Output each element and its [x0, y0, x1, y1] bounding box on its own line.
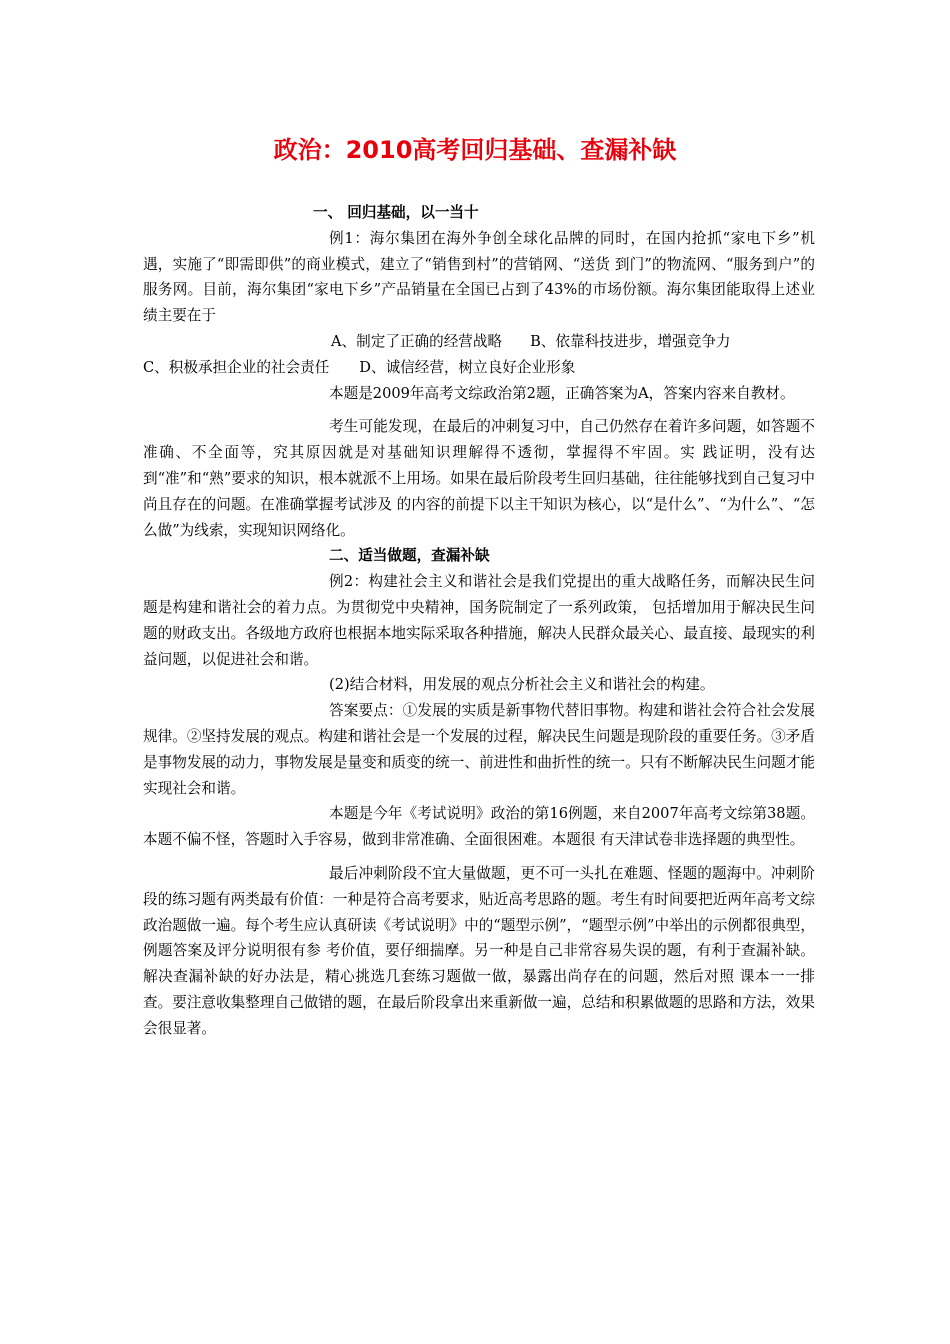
example-2-answer: 答案要点：①发展的实质是新事物代替旧事物。构建和谐社会符合社会发展规律。②坚持发展的观点。构建和谐社会是一个发展的过程，解决民生问题是现阶段的重要任务。③矛盾是事物发展的动力，事物发展是量变和质变的统一、前进性和曲折性的统一。只有不断解决民生问题才能实现社会和谐。 [143, 702, 815, 797]
example-2-question: (2)结合材料，用发展的观点分析社会主义和谐社会的构建。 [329, 676, 715, 694]
analysis-paragraph: 考生可能发现，在最后的冲刺复习中，自己仍然存在着许多问题，如答题不准确、不全面等，究其原因就是对基础知识理解得不透彻，掌握得不牢固。实 践证明，没有达到“准”和“熟”要求的知识，根本就派不上用场。如果在最后阶段考生回归基础，往往能够找到自己复习中尚且存在的问题。在准确掌握考试涉及 的内容的前提下以主干知识为核心，以“是什么”、“为什么”、“怎么做”为线索，实现知识网络化。 [143, 418, 815, 539]
advice-paragraph: 最后冲刺阶段不宜大量做题，更不可一头扎在难题、怪题的题海中。冲刺阶段的练习题有两类最有价值：一种是符合高考要求，贴近高考思路的题。考生有时间要把近两年高考文综政治题做一遍。每个考生应认真研读《考试说明》中的“题型示例”，“题型示例”中举出的示例都很典型，例题答案及评分说明很有参 考价值，要仔细揣摩。另一种是自己非常容易失误的题，有利于查漏补缺。解决查漏补缺的好办法是，精心挑选几套练习题做一做，暴露出尚存在的问题，然后对照 课本一一排查。要注意收集整理自己做错的题，在最后阶段拿出来重新做一遍，总结和积累做题的思路和方法，效果会很显著。 [143, 864, 815, 1037]
options-row-2 [143, 355, 815, 381]
section-heading-2: 二、适当做题，查漏补缺 [329, 547, 490, 565]
option-c: C、积极承担企业的社会责任 [143, 358, 330, 376]
option-a: A、制定了正确的经营战略 [331, 332, 503, 350]
example-1-note: 本题是2009年高考文综政治第2题，正确答案为A，答案内容来自教材。 [329, 384, 795, 402]
option-d: D、诚信经营，树立良好企业形象 [359, 358, 576, 376]
options-row-1 [143, 329, 815, 355]
option-b: B、依靠科技进步，增强竞争力 [530, 332, 731, 350]
page-title: 政治：2010高考回归基础、查漏补缺 [273, 136, 677, 164]
example-2-paragraph: 例2：构建社会主义和谐社会是我们党提出的重大战略任务，而解决民生问题是构建和谐社会的着力点。为贯彻党中央精神，国务院制定了一系列政策， 包括增加用于解决民生问题的财政支出。各级地方政府也根据本地实际采取各种措施，解决人民群众最关心、最直接、最现实的利益问题，以促进社会和谐。 [143, 573, 815, 668]
example-1-paragraph: 例1：海尔集团在海外争创全球化品牌的同时，在国内抢抓“家电下乡”机遇，实施了“即需即供”的商业模式，建立了“销售到村”的营销网、“送货 到门”的物流网、“服务到户”的服务网。目前，海尔集团“家电下乡”产品销量在全国已占到了43%的市场份额。海尔集团能取得上述业绩主要在于 [143, 229, 815, 325]
document-body [143, 200, 815, 1042]
section-heading-1: 一、 回归基础，以一当十 [313, 204, 479, 221]
example-2-note: 本题是今年《考试说明》政治的第16例题，来自2007年高考文综第38题。本题不偏不怪，答题时入手容易，做到非常准确、全面很困难。本题很 有天津试卷非选择题的典型性。 [143, 805, 815, 849]
